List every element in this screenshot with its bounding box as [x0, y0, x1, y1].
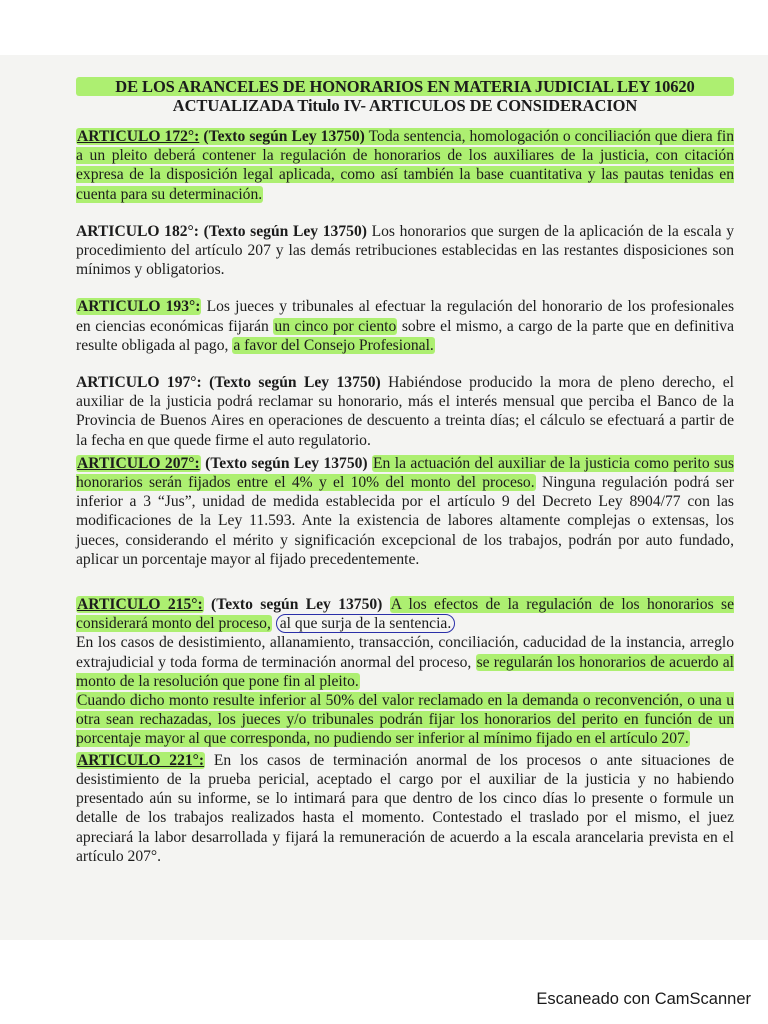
- article-text: Ninguna regulación podrá ser inferior a 3 “Jus”, unidad de medida establecida por el artículo 9 del Decreto Ley 8904/77 con las modificaciones de la Ley 11.593. Ante la existencia de labores altamente complejas o extensas, los jueces, considerando el mérito y significación excepcional de los trabajos, podrán por auto fundado, aplicar un porcentaje mayor al fijado precedentemente.: [76, 474, 734, 568]
- article-reference: (Texto según Ley 13750): [209, 374, 381, 392]
- title-line-1: DE LOS ARANCELES DE HONORARIOS EN MATERIA JUDICIAL LEY 10620: [76, 77, 734, 96]
- article-text-highlight: En la actuación del auxiliar de la justicia como perito sus honorarios serán fijados entre el 4% y el 10% del monto del proceso.: [76, 454, 734, 492]
- article-text: Toda sentencia, homologación o conciliación que diera fin a un pleito deberá contener la regulación de honorarios de los auxiliares de la justicia, con citación expresa de la disposición legal aplicada, como así también la base cuantitativa y las pautas tenidas en cuenta para su determinación.: [76, 128, 734, 203]
- article-221: [76, 751, 734, 866]
- article-text-highlight: a favor del Consejo Profesional.: [233, 336, 434, 354]
- title-line-2: ACTUALIZADA Titulo IV- ARTICULOS DE CONSIDERACION: [172, 96, 638, 115]
- article-text: Habiéndose producido la mora de pleno derecho, el auxiliar de la justicia podrá reclamar su honorario, más el interés mensual que perciba el Banco de la Provincia de Buenos Aires en operaciones de descuento a treinta días; el cálculo se efectuará a partir de la fecha en que quede firme el auto regulatorio.: [76, 374, 735, 449]
- article-reference: (Texto según Ley 13750): [203, 222, 367, 240]
- article-text-highlight: A los efectos de la regulación de los honorarios se considerará monto del proceso,: [76, 596, 735, 633]
- article-172: [76, 127, 734, 204]
- article-reference: (Texto según Ley 13750): [211, 596, 383, 614]
- article-text: En los casos de terminación anormal de los procesos o ante situaciones de desistimiento de la prueba pericial, aceptado el cargo por el auxiliar de la justicia y no habiendo presentado aún su informe, se lo intimará para que dentro de los cinco días lo presente o formule un detalle de los trabajos realizados hasta el momento. Contestado el traslado por el mismo, el juez apreciará la labor desarrollada y fijará la remuneración de acuerdo a la escala arancelaria prevista en el artículo 207°.: [76, 751, 734, 865]
- article-text-highlight: se regularán los honorarios de acuerdo al monto de la resolución que pone fin al pleito.: [76, 653, 734, 690]
- article-text-highlight: un cinco por ciento: [274, 317, 397, 335]
- article-text-circled: al que surja de la sentencia.: [276, 614, 455, 633]
- article-text: Los honorarios que surgen de la aplicación de la escala y procedimiento del artículo 207 y las demás retribuciones establecidas en las restantes disposiciones son mínimos y obligatorios.: [76, 222, 734, 279]
- article-heading: ARTICULO 193°:: [77, 298, 201, 316]
- article-heading: ARTICULO 207°:: [77, 454, 200, 472]
- article-182: [76, 222, 734, 280]
- article-215: [76, 595, 734, 749]
- article-heading: ARTICULO 172°:: [77, 128, 200, 145]
- article-heading: ARTICULO 197°:: [76, 374, 202, 392]
- article-text: Los jueces y tribunales al efectuar la regulación del honorario de los profesionales en ciencias económicas fijarán: [76, 298, 735, 335]
- article-text-highlight: Cuando dicho monto resulte inferior al 50% del valor reclamado en la demanda o reconvención, o una u otra sean rechazadas, los jueces y/o tribunales podrán fijar los honorarios del perito en función de un porcentaje mayor al que corresponda, no pudiendo ser inferior al mínimo fijado en el artículo 207.: [76, 692, 734, 748]
- scanned-page: [0, 55, 768, 940]
- article-text: En los casos de desistimiento, allanamiento, transacción, conciliación, caducidad de la instancia, arreglo extrajudicial y toda forma de terminación anormal del proceso,: [76, 634, 734, 671]
- article-reference: (Texto según Ley 13750): [203, 128, 365, 145]
- article-193: [76, 297, 734, 355]
- scanner-watermark: Escaneado con CamScanner: [536, 990, 751, 1008]
- article-heading: ARTICULO 215°:: [77, 596, 203, 614]
- article-heading: ARTICULO 221°:: [77, 751, 205, 769]
- article-heading: ARTICULO 182°:: [76, 222, 199, 240]
- article-207: [76, 454, 734, 569]
- article-text: sobre el mismo, a cargo de la parte que en definitiva resulte obligada al pago,: [76, 317, 734, 354]
- document-title: [76, 77, 734, 115]
- article-197: [76, 373, 734, 450]
- article-reference: (Texto según Ley 13750): [205, 454, 368, 472]
